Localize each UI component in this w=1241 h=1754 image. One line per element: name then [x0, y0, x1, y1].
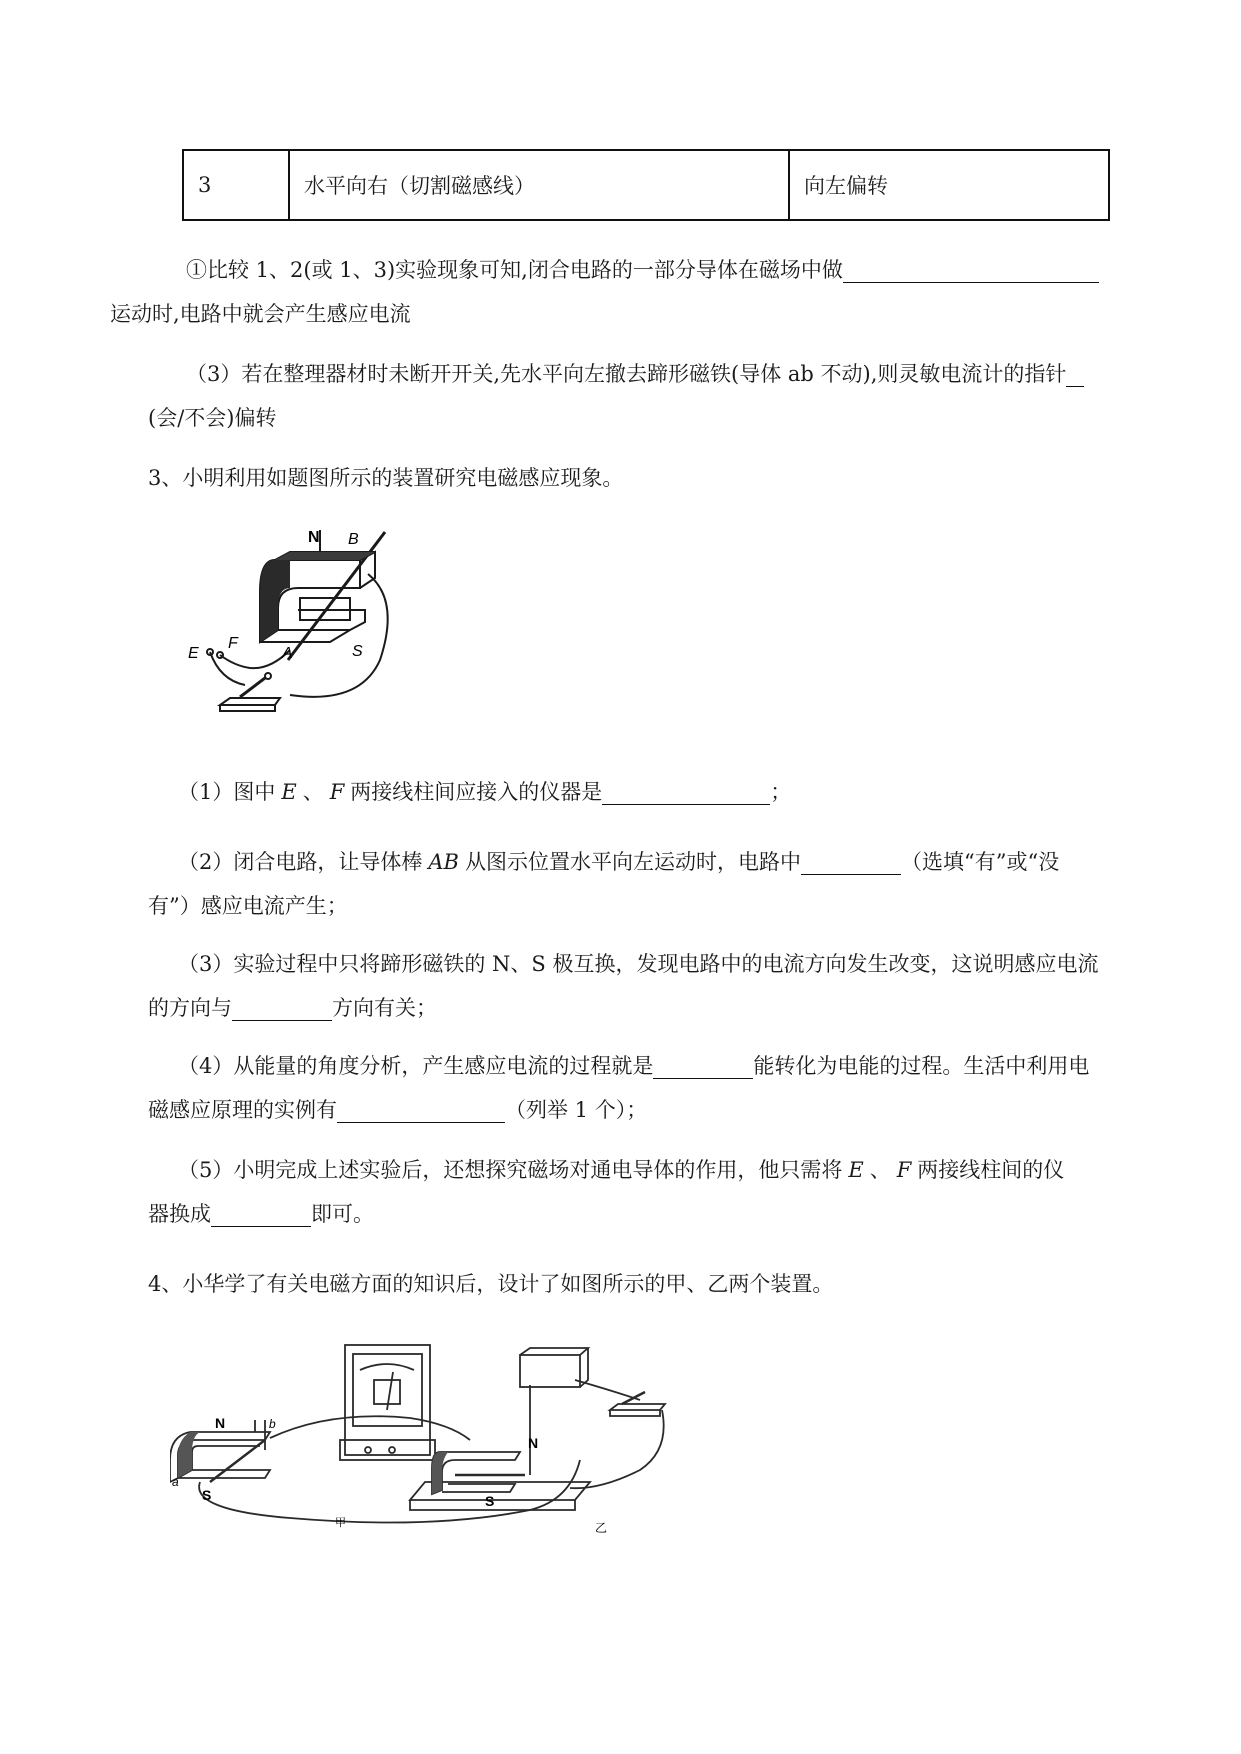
q2-item1-cont: 运动时,电路中就会产生感应电流	[110, 302, 411, 326]
table-cell-result: 向左偏转	[789, 150, 1109, 220]
q2-item3-text: （3）若在整理器材时未断开开关,先水平向左撤去蹄形磁铁(导体 ab 不动),则灵敏电流计的指针	[186, 362, 1067, 386]
q3-item2-text2: 从图示位置水平向左运动时，电路中	[464, 850, 801, 874]
q3-title: 3、小明利用如题图所示的装置研究电磁感应现象。	[148, 466, 624, 490]
q3-item4-text: （4）从能量的角度分析，产生感应电流的过程就是	[178, 1054, 654, 1078]
var-AB: AB	[428, 850, 459, 874]
answer-blank[interactable]	[602, 778, 770, 805]
var-F: F	[329, 780, 345, 804]
experiment-table	[182, 149, 1110, 221]
q3-item5-text: （5）小明完成上述实验后，还想探究磁场对通电导体的作用，他只需将	[178, 1158, 843, 1182]
label-B: B	[348, 531, 359, 548]
label-S-jia: S	[202, 1487, 212, 1503]
q4-figure	[170, 1340, 740, 1540]
table-cell-action: 水平向右（切割磁感线）	[289, 150, 789, 220]
label-S-yi: S	[485, 1493, 495, 1509]
label-N-yi: N	[528, 1435, 539, 1451]
label-b: b	[269, 1417, 276, 1431]
q3-item4	[148, 1044, 1100, 1132]
answer-blank[interactable]	[801, 848, 901, 875]
var-E: E	[848, 1158, 864, 1182]
answer-blank[interactable]	[337, 1096, 505, 1123]
label-N: N	[308, 530, 320, 546]
answer-blank[interactable]	[653, 1052, 753, 1079]
q3-item1	[148, 770, 1100, 814]
q3-item4-cont: 磁感应原理的实例有	[148, 1098, 337, 1122]
var-E: E	[281, 780, 297, 804]
label-F: F	[228, 635, 238, 652]
q4-title: 4、小华学了有关电磁方面的知识后，设计了如图所示的甲、乙两个装置。	[148, 1272, 834, 1296]
q3-item2-text3: （选填“有”或“没	[900, 850, 1060, 874]
q3-figure	[180, 530, 410, 740]
q3-item1-text: （1）图中	[178, 780, 276, 804]
q3-item5	[148, 1148, 1100, 1236]
punct: ；	[770, 780, 792, 804]
q2-item1-text: ①比较 1、2(或 1、3)实验现象可知,闭合电路的一部分导体在磁场中做	[186, 258, 843, 282]
q3-item4-text2: 能转化为电能的过程。生活中利用电	[753, 1054, 1090, 1078]
label-a: a	[172, 1475, 179, 1489]
separator: 、	[869, 1158, 891, 1182]
q2-item3	[148, 352, 1100, 440]
q3-item3-cont2: 方向有关；	[332, 996, 437, 1020]
q3-item5-text2: 两接线柱间的仪	[917, 1158, 1065, 1182]
answer-blank[interactable]	[211, 1200, 311, 1227]
separator: 、	[302, 780, 324, 804]
label-yi: 乙	[595, 1521, 608, 1535]
q3-item5-cont: 器换成	[148, 1202, 211, 1226]
answer-blank[interactable]	[843, 256, 1099, 283]
q3-item2	[148, 840, 1100, 928]
label-N-jia: N	[215, 1415, 226, 1431]
label-S: S	[352, 643, 363, 660]
answer-blank[interactable]	[232, 994, 332, 1021]
q3-item3-text: （3）实验过程中只将蹄形磁铁的 N、S 极互换，发现电路中的电流方向发生改变，这说明感应电流	[178, 952, 1099, 976]
q3-item2-cont: 有”）感应电流产生；	[148, 894, 348, 918]
q3-item2-text: （2）闭合电路，让导体棒	[178, 850, 423, 874]
q2-item1	[110, 248, 1100, 336]
q3-item4-cont2: （列举 1 个）；	[505, 1098, 648, 1122]
table-cell-number: 3	[183, 150, 289, 220]
magnet-circuit-diagram	[180, 530, 410, 740]
two-devices-diagram	[170, 1340, 740, 1540]
q3-item5-cont2: 即可。	[311, 1202, 374, 1226]
q3-item1-text2: 两接线柱间应接入的仪器是	[350, 780, 603, 804]
label-A: A	[282, 645, 293, 662]
var-F: F	[896, 1158, 912, 1182]
label-jia: 甲	[335, 1516, 346, 1529]
answer-blank[interactable]	[1066, 360, 1084, 387]
q3-item3	[148, 942, 1100, 1030]
q3-item3-cont: 的方向与	[148, 996, 232, 1020]
q2-item3-cont: (会/不会)偏转	[148, 406, 277, 430]
label-E: E	[188, 645, 199, 662]
table-row	[183, 150, 1109, 220]
